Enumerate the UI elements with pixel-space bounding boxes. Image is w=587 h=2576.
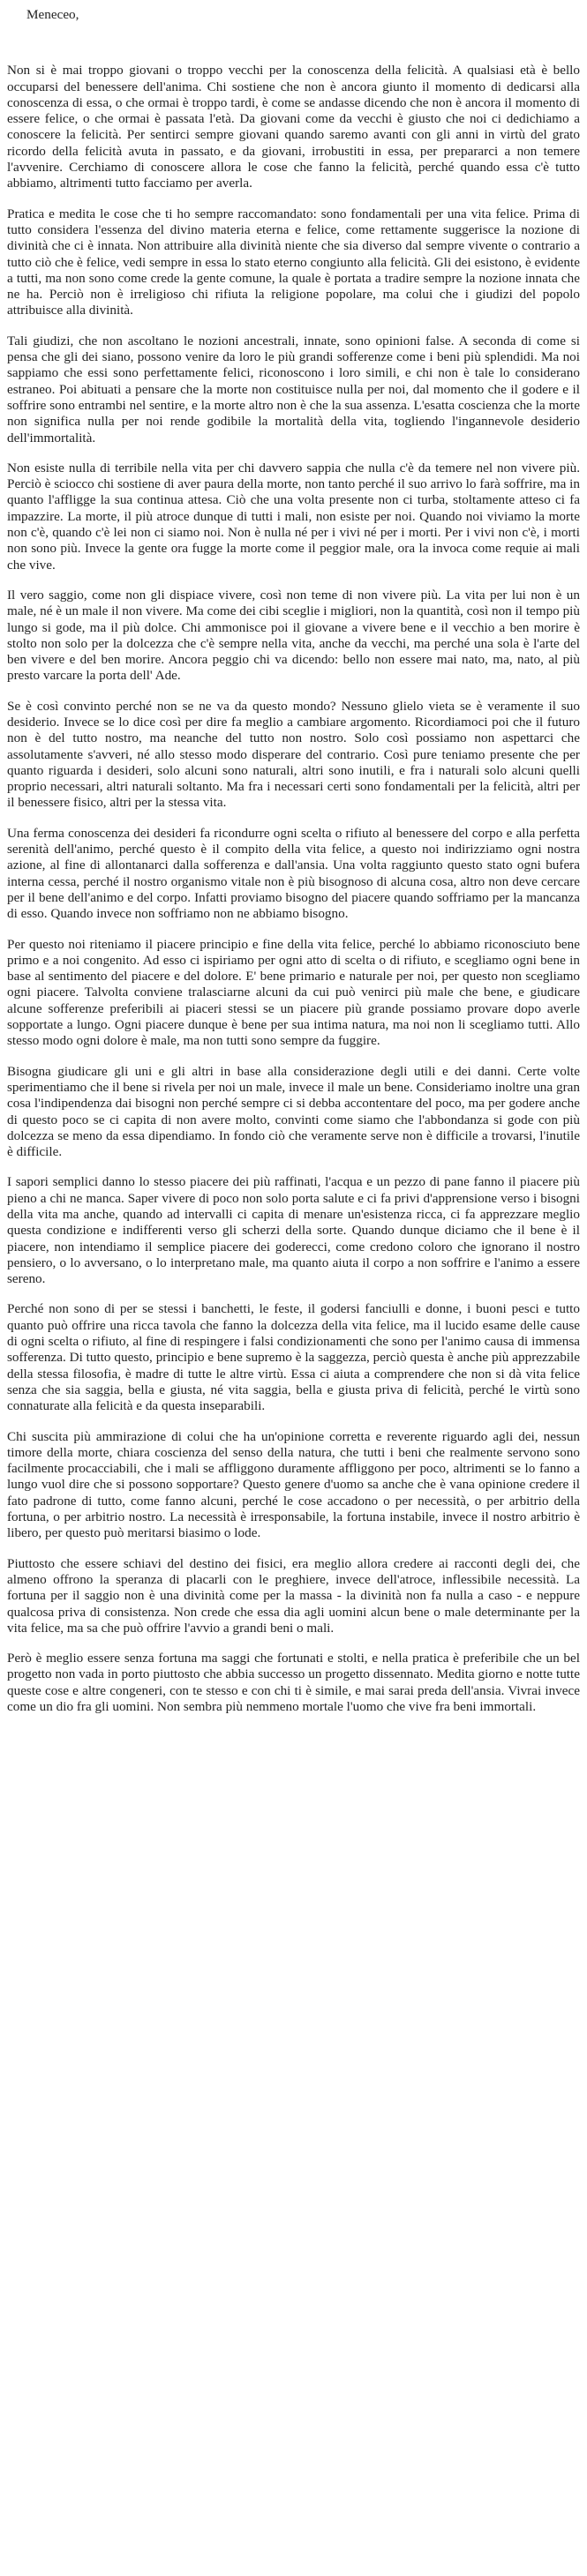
letter-body <box>7 7 580 1729</box>
letter-paragraph: Bisogna giudicare gli uni e gli altri in base alla considerazione degli utili e dei danni. Certe volte sperimentiamo che il bene si rivela per noi un male, invece il male un bene. Consideriamo inoltre una gran cosa l'indipendenza dai bisogni non perché sempre ci si debba accontentare del poco, ma per godere anche di questo poco se ci capita di non avere molto, convinti come siamo che l'abbondanza si gode con più dolcezza se meno da essa dipendiamo. In fondo ciò che veramente serve non è difficile a trovarsi, l'inutile è difficile. <box>7 1063 580 1160</box>
letter-paragraph: Pratica e medita le cose che ti ho sempre raccomandato: sono fondamentali per una vita felice. Prima di tutto considera l'essenza del divino materia eterna e felice, come rettamente suggerisce la nozione di divinità che ci è innata. Non attribuire alla divinità niente che sia diverso dal sempre vivente o contrario a tutto ciò che è felice, vedi sempre in essa lo stato eterno congiunto alla felicità. Gli dei esistono, è evidente a tutti, ma non sono come crede la gente comune, la quale è portata a tradire sempre la nozione innata che ne ha. Perciò non è irreligioso chi rifiuta la religione popolare, ma colui che i giudizi del popolo attribuisce alla divinità. <box>7 206 580 318</box>
letter-paragraph: Però è meglio essere senza fortuna ma saggi che fortunati e stolti, e nella pratica è preferibile che un bel progetto non vada in porto piuttosto che abbia successo un progetto dissennato. Medita giorno e notte tutte queste cose e altre congeneri, con te stesso e con chi ti è simile, e mai sarai preda dell'ansia. Vivrai invece come un dio fra gli uomini. Non sembra più nemmeno mortale l'uomo che vive fra beni immortali. <box>7 1651 580 1715</box>
letter-paragraph: Se è così convinto perché non se ne va da questo mondo? Nessuno glielo vieta se è veramente il suo desiderio. Invece se lo dice così per dire fa meglio a cambiare argomento. Ricordiamoci poi che il futuro non è del tutto nostro, ma neanche del tutto non nostro. Solo così possiamo non aspettarci che assolutamente s'avveri, né allo stesso modo disperare del contrario. Così pure teniamo presente che per quanto riguarda i desideri, solo alcuni sono naturali, altri sono inutili, e fra i naturali solo alcuni quelli proprio necessari, altri naturali soltanto. Ma fra i necessari certi sono fondamentali per la felicità, altri per il benessere fisico, altri per la stessa vita. <box>7 698 580 811</box>
letter-paragraph: Una ferma conoscenza dei desideri fa ricondurre ogni scelta o rifiuto al benessere del corpo e alla perfetta serenità dell'animo, perché questo è il compito della vita felice, a questo noi indirizziamo ogni nostra azione, al fine di allontanarci dalla sofferenza e dall'ansia. Una volta raggiunto questo stato ogni bufera interna cessa, perché il nostro organismo vitale non è più bisognoso di alcuna cosa, altro non deve cercare per il bene dell'animo e del corpo. Infatti proviamo bisogno del piacere quando soffriamo per la mancanza di esso. Quando invece non soffriamo non ne abbiamo bisogno. <box>7 825 580 922</box>
letter-paragraph: I sapori semplici danno lo stesso piacere dei più raffinati, l'acqua e un pezzo di pane fanno il piacere più pieno a chi ne manca. Saper vivere di poco non solo porta salute e ci fa privi d'apprensione verso i bisogni della vita ma anche, quando ad intervalli ci capita di menare un'esistenza ricca, ci fa apprezzare meglio questa condizione e indifferenti verso gli scherzi della sorte. Quando dunque diciamo che il bene è il piacere, non intendiamo il semplice piacere dei goderecci, come credono coloro che ignorano il nostro pensiero, o lo avversano, o lo interpretano male, ma quanto aiuta il corpo a non soffrire e l'animo a essere sereno. <box>7 1174 580 1287</box>
letter-paragraph: Tali giudizi, che non ascoltano le nozioni ancestrali, innate, sono opinioni false. A seconda di come si pensa che gli dei siano, possono venire da loro le più grandi sofferenze come i beni più splendidi. Ma noi sappiamo che essi sono perfettamente felici, riconoscono i loro simili, e chi non è tale lo considerano estraneo. Poi abituati a pensare che la morte non costituisce nulla per noi, dal momento che il godere e il soffrire sono entrambi nel sentire, e la morte altro non è che la sua assenza. L'esatta coscienza che la morte non significa nulla per noi rende godibile la mortalità della vita, togliendo l'ingannevole desiderio dell'immortalità. <box>7 333 580 446</box>
letter-paragraph: Chi suscita più ammirazione di colui che ha un'opinione corretta e reverente riguardo agli dei, nessun timore della morte, chiara coscienza del senso della natura, che tutti i beni che realmente servono sono facilmente procacciabili, che i mali se affliggono duramente affliggono per poco, altrimenti se lo fanno a lungo vuol dire che si possono sopportare? Questo genere d'uomo sa anche che è vana opinione credere il fato padrone di tutto, come fanno alcuni, perché le cose accadono o per necessità, o per arbitrio della fortuna, o per arbitrio nostro. La necessità è irresponsabile, la fortuna instabile, invece il nostro arbitrio è libero, per questo può meritarsi biasimo o lode. <box>7 1428 580 1541</box>
letter-paragraph: Perché non sono di per se stessi i banchetti, le feste, il godersi fanciulli e donne, i buoni pesci e tutto quanto può offrire una ricca tavola che fanno la dolcezza della vita felice, ma il lucido esame delle cause di ogni scelta o rifiuto, al fine di respingere i falsi condizionamenti che sono per l'animo causa di immensa sofferenza. Di tutto questo, principio e bene supremo è la saggezza, perciò questa è anche più apprezzabile della stessa filosofia, è madre di tutte le altre virtù. Essa ci aiuta a comprendere che non si dà vita felice senza che sia saggia, bella e giusta, né vita saggia, bella e giusta priva di felicità, perché le virtù sono connaturate alla felicità e da questa inseparabili. <box>7 1301 580 1414</box>
letter-paragraph: Il vero saggio, come non gli dispiace vivere, così non teme di non vivere più. La vita per lui non è un male, né è un male il non vivere. Ma come dei cibi sceglie i migliori, non la quantità, così non il tempo più lungo si gode, ma il più dolce. Chi ammonisce poi il giovane a vivere bene e il vecchio a ben morire è stolto non solo per la dolcezza che c'è sempre nella vita, anche da vecchi, ma perché una sola è l'arte del ben vivere e del ben morire. Ancora peggio chi va dicendo: bello non essere mai nato, ma, nato, al più presto varcare la porta dell' Ade. <box>7 587 580 684</box>
letter-paragraph: Per questo noi riteniamo il piacere principio e fine della vita felice, perché lo abbiamo riconosciuto bene primo e a noi congenito. Ad esso ci ispiriamo per ogni atto di scelta o di rifiuto, e scegliamo ogni bene in base al sentimento del piacere e del dolore. E' bene primario e naturale per noi, per questo non scegliamo ogni piacere. Talvolta conviene tralasciarne alcuni da cui può venirci più male che bene, e giudicare alcune sofferenze preferibili ai piaceri stessi se un piacere più grande possiamo provare dopo averle sopportate a lungo. Ogni piacere dunque è bene per sua intima natura, ma noi non li scegliamo tutti. Allo stesso modo ogni dolore è male, ma non tutti sono sempre da fuggire. <box>7 936 580 1049</box>
letter-paragraph: Non esiste nulla di terribile nella vita per chi davvero sappia che nulla c'è da temere nel non vivere più. Perciò è sciocco chi sostiene di aver paura della morte, non tanto perché il suo arrivo lo farà soffrire, ma in quanto l'affligge la sua continua attesa. Ciò che una volta presente non ci turba, stoltamente atteso ci fa impazzire. La morte, il più atroce dunque di tutti i mali, non esiste per noi. Quando noi viviamo la morte non c'è, quando c'è lei non ci siamo noi. Non è nulla né per i vivi né per i morti. Per i vivi non c'è, i morti non sono più. Invece la gente ora fugge la morte come il peggior male, ora la invoca come requie ai mali che vive. <box>7 460 580 573</box>
letter-paragraph: Non si è mai troppo giovani o troppo vecchi per la conoscenza della felicità. A qualsiasi età è bello occuparsi del benessere dell'anima. Chi sostiene che non è ancora giunto il momento di dedicarsi alla conoscenza di essa, o che ormai è troppo tardi, è come se andasse dicendo che non è ancora il momento di essere felice, o che ormai è passata l'età. Da giovani come da vecchi è giusto che noi ci dedichiamo a conoscere la felicità. Per sentirci sempre giovani quando saremo avanti con gli anni in virtù del grato ricordo della felicità avuta in passato, e da giovani, irrobustiti in essa, per prepararci a non temere l'avvenire. Cerchiamo di conoscere allora le cose che fanno la felicità, perché quando essa c'è tutto abbiamo, altrimenti tutto facciamo per averla. <box>7 63 580 191</box>
letter-greeting: Meneceo, <box>26 7 79 22</box>
letter-paragraph: Piuttosto che essere schiavi del destino dei fisici, era meglio allora credere ai racconti degli dei, che almeno offrono la speranza di placarli con le preghiere, invece dell'atroce, inflessibile necessità. La fortuna per il saggio non è una divinità come per la massa - la divinità non fa nulla a caso - e neppure qualcosa priva di consistenza. Non crede che essa dia agli uomini alcun bene o male determinante per la vita felice, ma sa che può offrire l'avvio a grandi beni o mali. <box>7 1555 580 1636</box>
